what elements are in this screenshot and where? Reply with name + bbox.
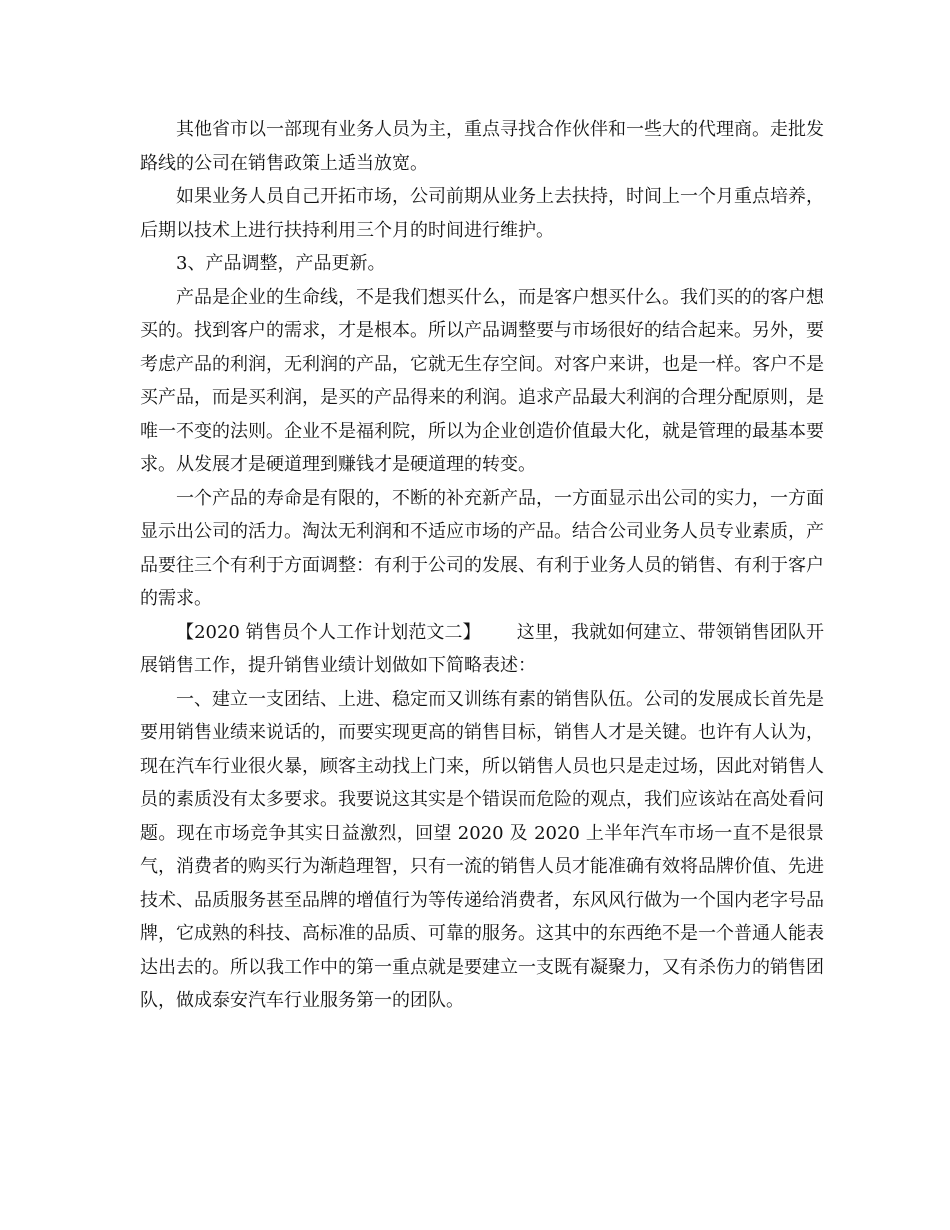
section-intro: 这里，我就如何建立、带领销售团队开展销售工作，提升销售业绩计划做如下简略表述： <box>140 621 824 676</box>
paragraph-sales-team: 一、建立一支团结、上进、稳定而又训练有素的销售队伍。公司的发展成长首先是要用销售业绩来说话的，而要实现更高的销售目标，销售人才是关键。也许有人认为，现在汽车行业很火暴，顾客主动找上门来，所以销售人员也只是走过场，因此对销售人员的素质没有太多要求。我要说这其实是个错误而危险的观点，我们应该站在高处看问题。现在市场竞争其实日益激烈，回望 2020 及 2020 上半年汽车市场一直不是很景气，消费者的购买行为渐趋理智，只有一流的销售人员才能准确有效将品牌价值、先进技术、品质服务甚至品牌的增值行为等传递给消费者，东风风行做为一个国内老字号品牌，它成熟的科技、高标准的品质、可靠的服务。这其中的东西绝不是一个普通人能表达出去的。所以我工作中的第一重点就是要建立一支既有凝聚力，又有杀伤力的销售团队，做成泰安汽车行业服务第一的团队。 <box>140 688 824 1011</box>
paragraph-section-two <box>140 616 824 683</box>
paragraph-product-lifespan: 一个产品的寿命是有限的，不断的补充新产品，一方面显示出公司的实力，一方面显示出公司的活力。淘汰无利润和不适应市场的产品。结合公司业务人员专业素质，产品要往三个有利于方面调整：有利于公司的发展、有利于业务人员的销售、有利于客户的需求。 <box>140 487 824 609</box>
paragraph-product-heading: 3、产品调整，产品更新。 <box>176 253 386 274</box>
section-heading: 【2020 销售员个人工作计划范文二】 <box>176 621 481 643</box>
paragraph-market-support: 如果业务人员自己开拓市场，公司前期从业务上去扶持，时间上一个月重点培养，后期以技术上进行扶持利用三个月的时间进行维护。 <box>140 186 824 241</box>
document-body <box>140 113 824 1018</box>
paragraph-partners: 其他省市以一部现有业务人员为主，重点寻找合作伙伴和一些大的代理商。走批发路线的公司在销售政策上适当放宽。 <box>140 119 824 174</box>
paragraph-product-lifeline: 产品是企业的生命线，不是我们想买什么，而是客户想买什么。我们买的的客户想买的。找到客户的需求，才是根本。所以产品调整要与市场很好的结合起来。另外，要考虑产品的利润，无利润的产品，它就无生存空间。对客户来讲，也是一样。客户不是买产品，而是买利润，是买的产品得来的利润。追求产品最大利润的合理分配原则，是唯一不变的法则。企业不是福利院，所以为企业创造价值最大化，就是管理的最基本要求。从发展才是硬道理到赚钱才是硬道理的转变。 <box>140 286 824 475</box>
